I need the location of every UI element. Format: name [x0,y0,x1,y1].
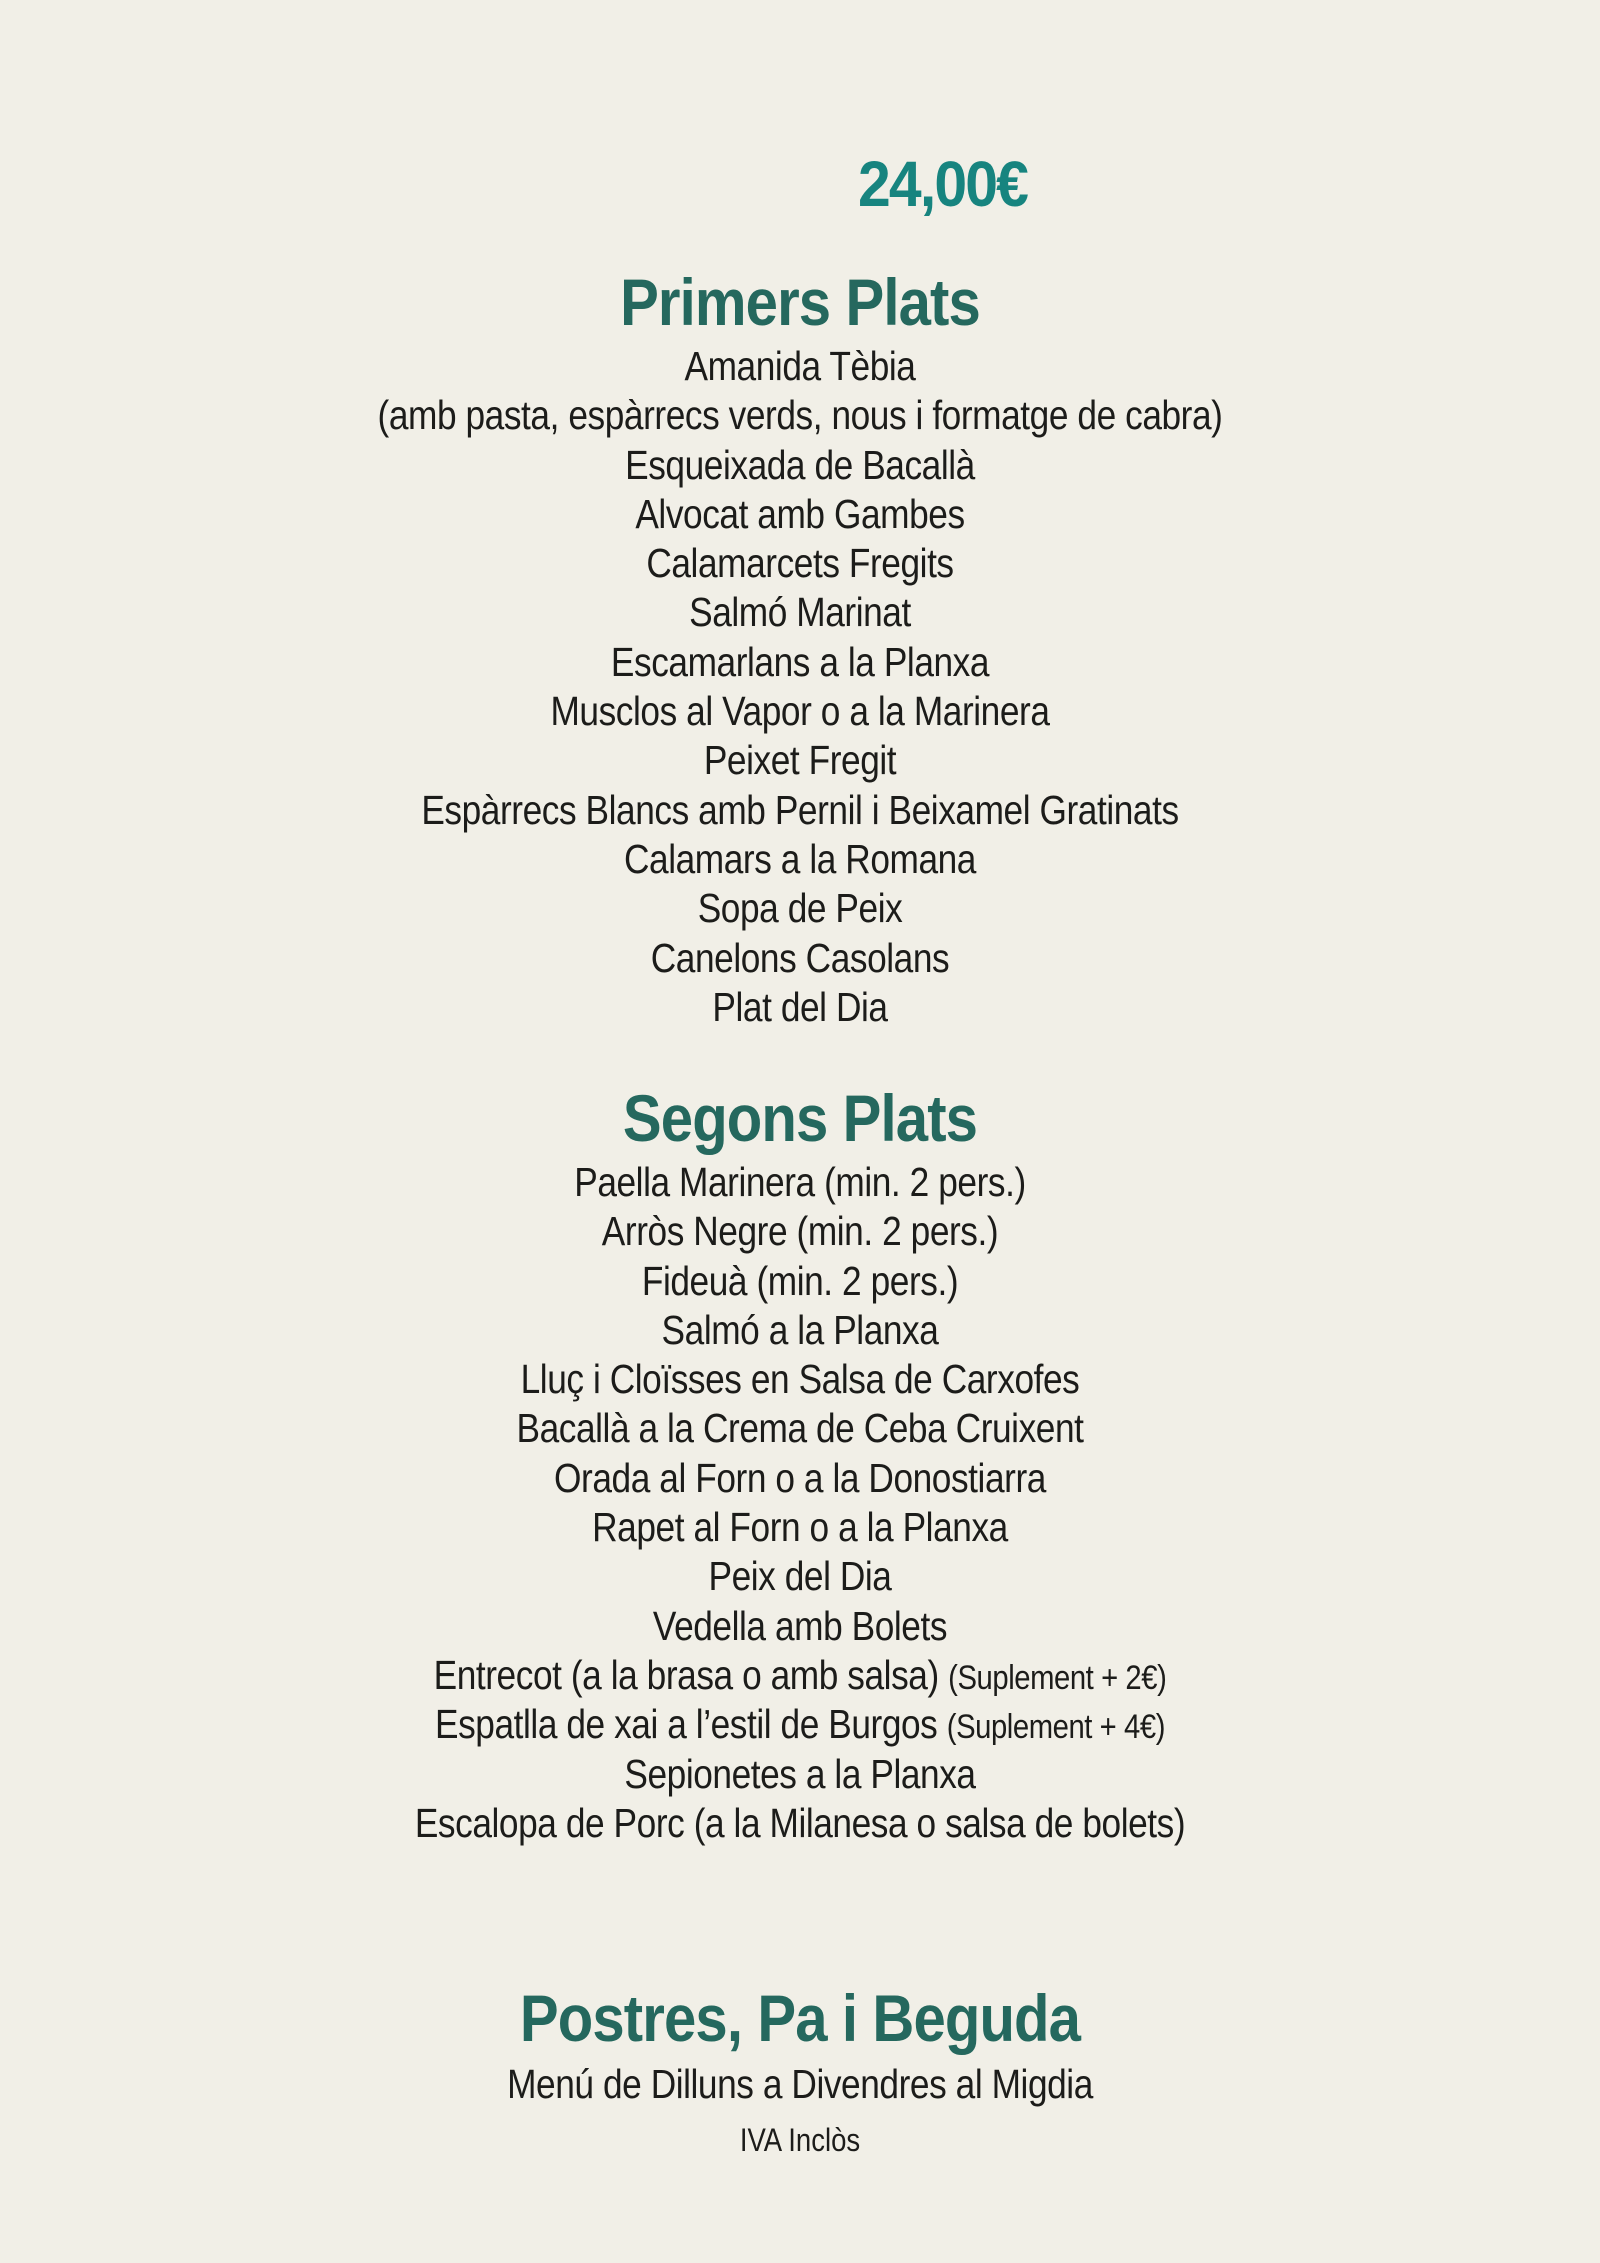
menu-item: Escalopa de Porc (a la Milanesa o salsa de bolets) [414,1799,1186,1846]
menu-item-text: Espatlla de xai a l’estil de Burgos [434,1701,938,1748]
postres-section [0,1978,1600,2170]
menu-item: Esqueixada de Bacallà [625,441,975,488]
menu-item: Calamars a la Romana [623,835,976,882]
segons-plats-heading: Segons Plats [622,1081,978,1155]
menu-item: Salmó Marinat [689,589,911,636]
menu-item: Amanida Tèbia [684,343,916,389]
menu-item-espatlla [112,1700,1488,1749]
menu-item: Canelons Casolans [650,934,950,981]
postres-heading: Postres, Pa i Beguda [519,1981,1081,2055]
menu-item: Calamarcets Fregits [646,540,954,587]
menu-item: Musclos al Vapor o a la Marinera [550,688,1050,735]
menu-item: Sepionetes a la Planxa [624,1750,976,1797]
menu-item: Rapet al Forn o a la Planxa [592,1504,1008,1551]
menu-item: Peix del Dia [708,1553,892,1600]
menu-item: Vedella amb Bolets [652,1602,948,1649]
segons-plats-list [0,1158,1600,1848]
supplement-note: (Suplement + 2€) [948,1658,1167,1697]
segons-plats-section [0,1078,1600,1848]
primers-plats-section [0,262,1600,1032]
menu-item: Peixet Fregit [703,737,897,784]
menu-price: 24,00€ [858,148,1028,220]
menu-item-note: (amb pasta, espàrrecs verds, nous i formatge de cabra) [377,392,1223,439]
menu-item: Lluç i Cloïsses en Salsa de Carxofes [520,1356,1080,1403]
primers-plats-list [0,342,1600,1032]
menu-item: Salmó a la Planxa [661,1306,939,1353]
menu-item: Paella Marinera (min. 2 pers.) [574,1159,1026,1205]
menu-item: Bacallà a la Crema de Ceba Cruixent [516,1405,1084,1452]
menu-item-entrecot [112,1651,1488,1700]
supplement-note: (Suplement + 4€) [946,1708,1166,1747]
menu-item: Arròs Negre (min. 2 pers.) [601,1208,999,1255]
primers-plats-heading: Primers Plats [620,265,980,339]
menu-item: Alvocat amb Gambes [635,490,965,537]
menu-item: Sopa de Peix [697,885,903,932]
menu-item: Espàrrecs Blancs amb Pernil i Beixamel Gratinats [421,786,1179,833]
menu-item: Fideuà (min. 2 pers.) [641,1257,959,1304]
menu-item: Escamarlans a la Planxa [610,638,990,685]
menu-item-text: Entrecot (a la brasa o amb salsa) [433,1651,939,1698]
menu-item: Plat del Dia [712,983,888,1030]
menu-item: Orada al Forn o a la Donostiarra [554,1454,1046,1501]
iva-note: IVA Inclòs [739,2122,861,2158]
menu-schedule: Menú de Dilluns a Divendres al Migdia [507,2061,1093,2107]
